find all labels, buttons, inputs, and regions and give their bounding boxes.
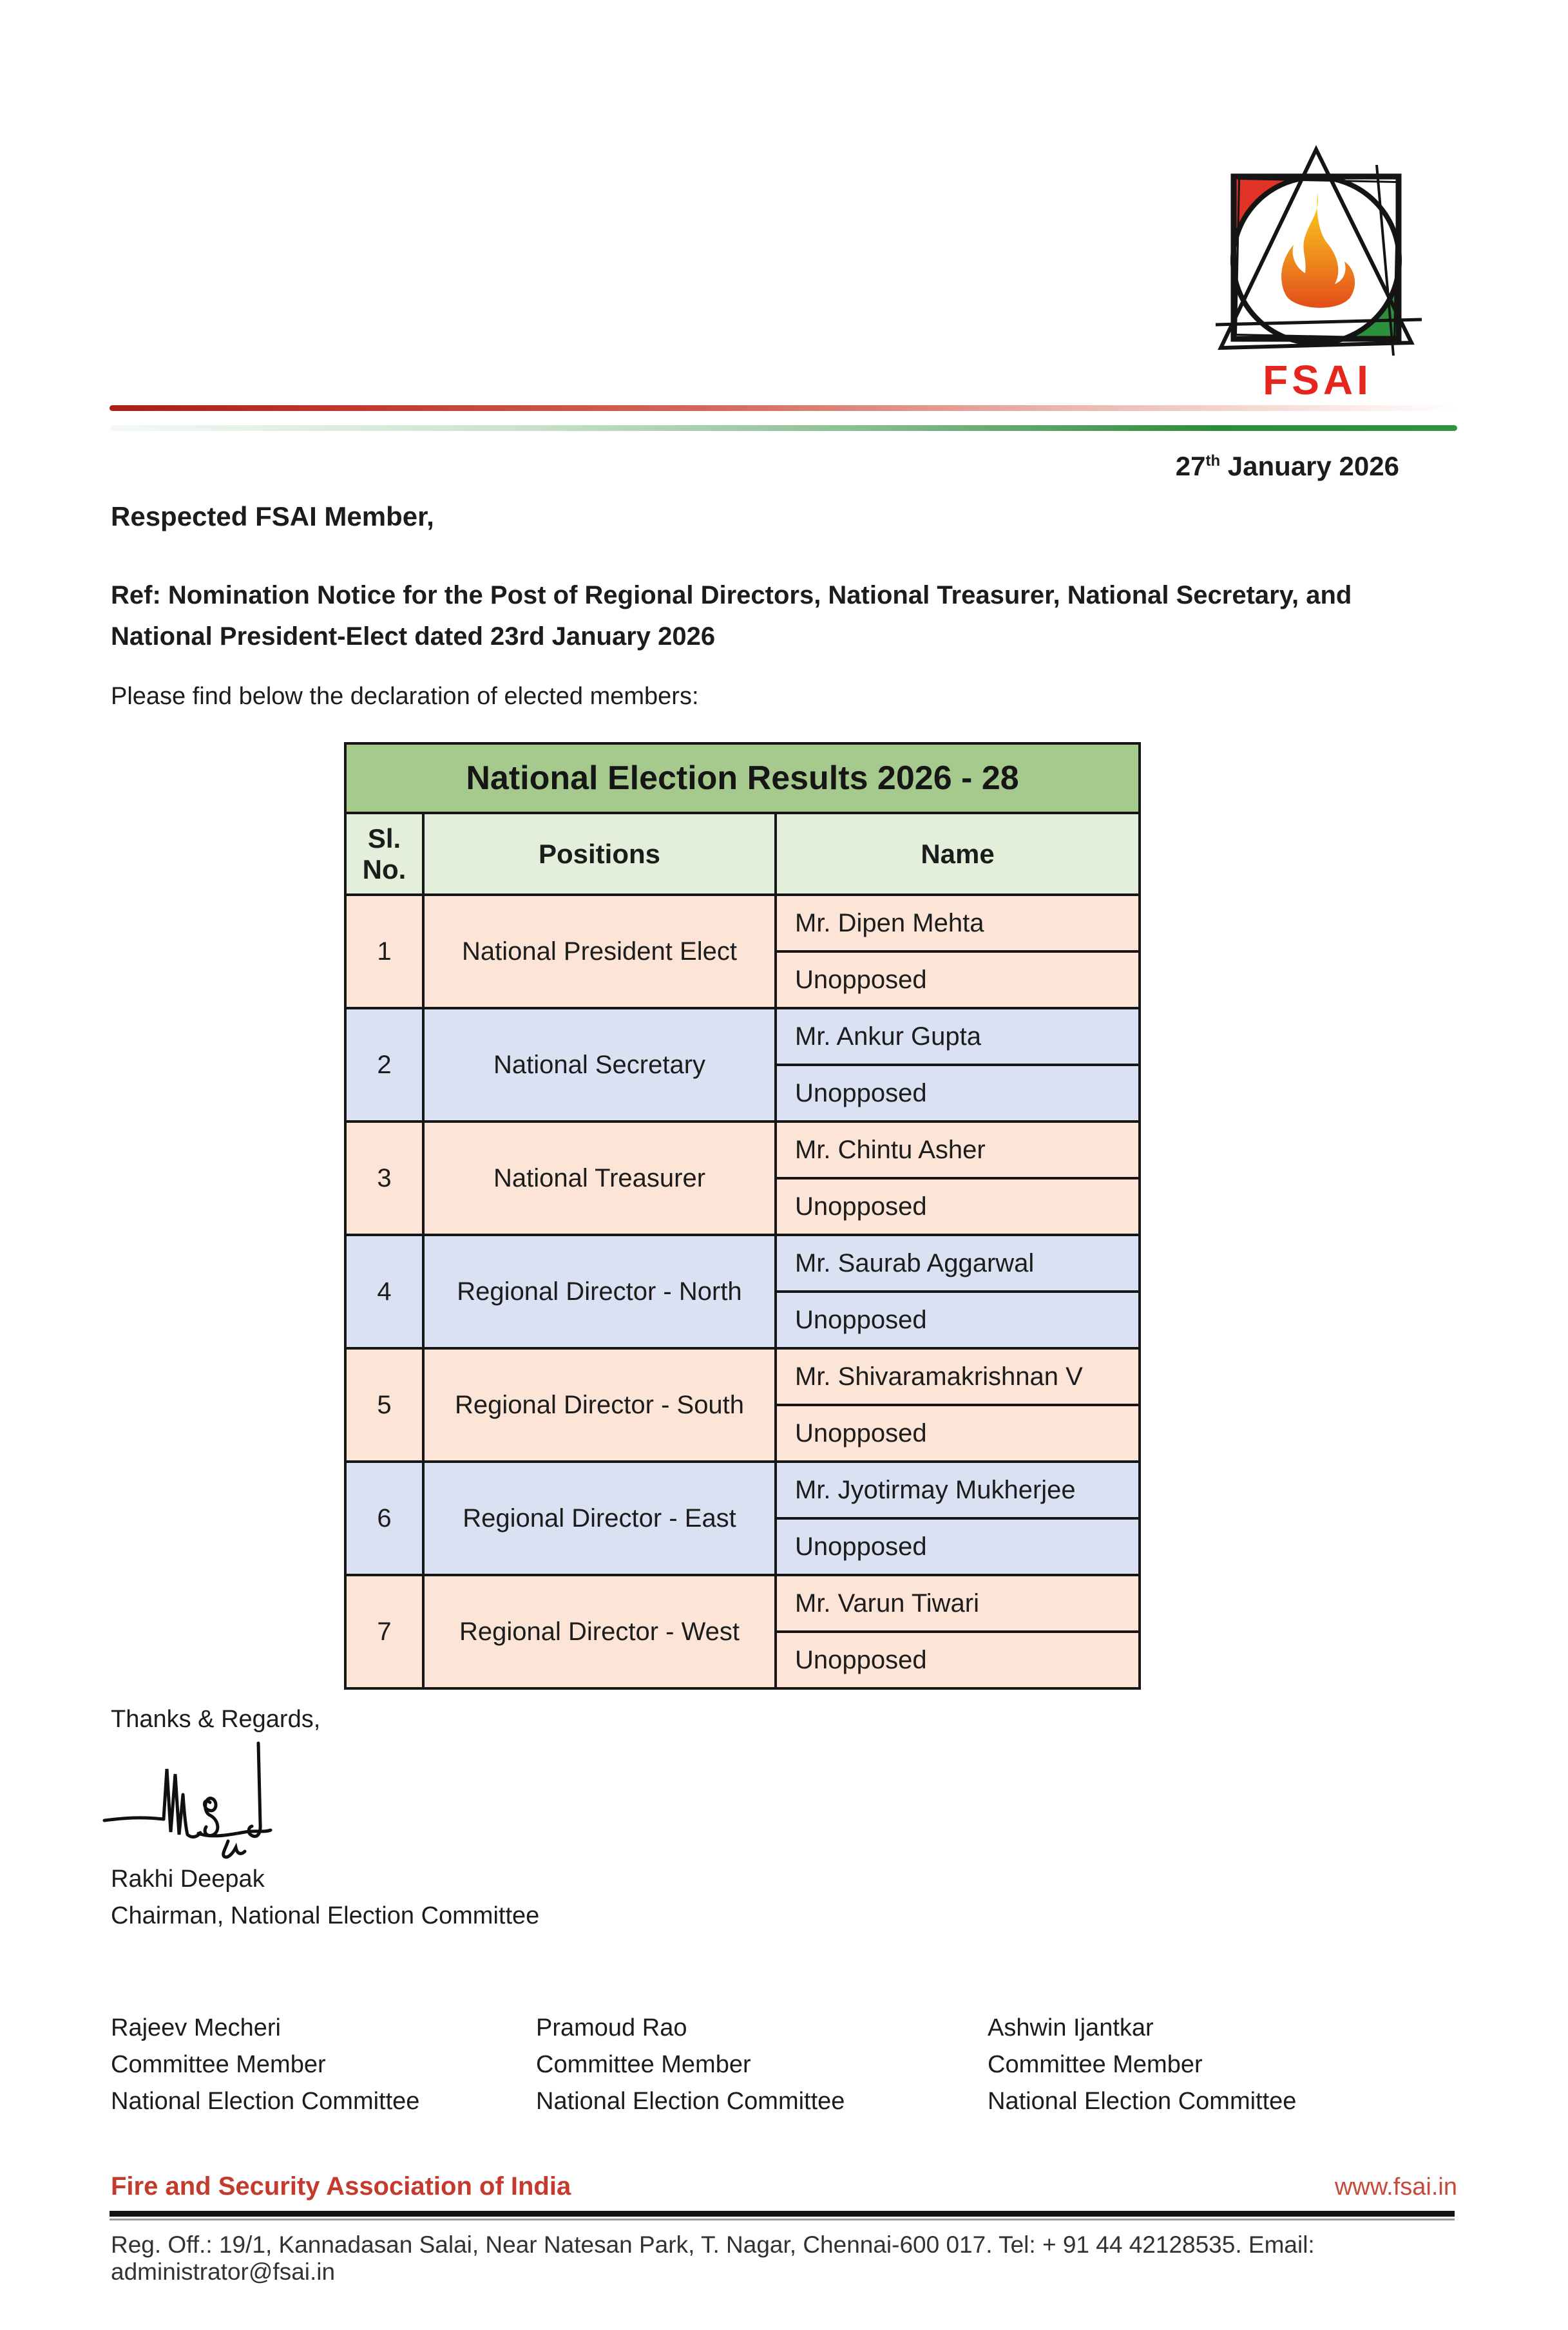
name-cell: Mr. Saurab Aggarwal [776,1235,1140,1292]
table-row [345,1235,1140,1292]
col-header-slno: Sl. No. [345,813,423,895]
status-cell: Unopposed [776,1518,1140,1575]
committee-member-org: National Election Committee [536,2088,845,2115]
col-header-positions: Positions [423,813,776,895]
status-cell: Unopposed [776,1065,1140,1122]
table-row [345,1575,1140,1632]
committee-block-1 [111,2010,523,2120]
table-row [345,1462,1140,1518]
name-cell: Mr. Shivaramakrishnan V [776,1348,1140,1405]
committee-member-role: Committee Member [536,2051,751,2078]
committee-member-name: Ashwin Ijantkar [988,2014,1154,2041]
committee-member-org: National Election Committee [988,2088,1297,2115]
position-cell: Regional Director - East [423,1462,776,1575]
signature-image [102,1738,321,1867]
table-title: National Election Results 2026 - 28 [345,743,1140,813]
table-header-row [345,813,1140,895]
name-cell: Mr. Varun Tiwari [776,1575,1140,1632]
position-cell: National President Elect [423,895,776,1008]
position-cell: Regional Director - West [423,1575,776,1688]
name-cell: Mr. Chintu Asher [776,1122,1140,1178]
footer-address: Reg. Off.: 19/1, Kannadasan Salai, Near Natesan Park, T. Nagar, Chennai-600 017. Tel: + 91 44 42128535. Email: administrator@fsai.in [111,2231,1315,2285]
committee-member-org: National Election Committee [111,2088,420,2115]
row-number-cell: 5 [345,1348,423,1462]
intro-text: Please find below the declaration of elected members: [111,683,699,710]
committee-block-2 [536,2010,948,2120]
footer-divider [110,2211,1455,2220]
reference-line-2: National President-Elect dated 23rd January 2026 [111,622,716,651]
status-cell: Unopposed [776,1292,1140,1348]
green-brush-line [110,425,1457,431]
logo-mark [1216,149,1422,356]
table-row [345,1122,1140,1178]
row-number-cell: 7 [345,1575,423,1688]
committee-member-role: Committee Member [111,2051,326,2078]
results-table-body [345,895,1140,1688]
committee-member-name: Rajeev Mecheri [111,2014,281,2041]
status-cell: Unopposed [776,951,1140,1008]
status-cell: Unopposed [776,1405,1140,1462]
position-cell: Regional Director - South [423,1348,776,1462]
table-row [345,895,1140,951]
row-number-cell: 6 [345,1462,423,1575]
letter-date: 27th January 2026 [1175,451,1399,481]
date-ordinal: th [1205,452,1221,470]
position-cell: National Treasurer [423,1122,776,1235]
logo-fsai-text: FSAI [1263,357,1372,401]
footer-website-text: www.fsai.in [1334,2173,1457,2201]
signatory-name: Rakhi Deepak [111,1866,265,1893]
col-header-name: Name [776,813,1140,895]
table-title-row [345,743,1140,813]
reference-line-1: Ref: Nomination Notice for the Post of Regional Directors, National Treasurer, National Secretary, and [111,581,1352,609]
committee-block-3 [988,2010,1400,2120]
table-row [345,1008,1140,1065]
row-number-cell: 4 [345,1235,423,1348]
reference-paragraph [111,575,1419,657]
row-number-cell: 3 [345,1122,423,1235]
name-cell: Mr. Ankur Gupta [776,1008,1140,1065]
row-number-cell: 1 [345,895,423,1008]
name-cell: Mr. Dipen Mehta [776,895,1140,951]
position-cell: National Secretary [423,1008,776,1122]
name-cell: Mr. Jyotirmay Mukherjee [776,1462,1140,1518]
committee-member-name: Pramoud Rao [536,2014,687,2041]
status-cell: Unopposed [776,1632,1140,1688]
red-brush-line [110,405,1457,411]
signatory-title: Chairman, National Election Committee [111,1902,540,1929]
status-cell: Unopposed [776,1178,1140,1235]
position-cell: Regional Director - North [423,1235,776,1348]
fsai-logo [1214,143,1427,401]
results-table [344,742,1141,1690]
footer-org-name: Fire and Security Association of India [111,2172,571,2201]
table-row [345,1348,1140,1405]
closing-text: Thanks & Regards, [111,1706,321,1733]
greeting-text: Respected FSAI Member, [111,501,434,531]
row-number-cell: 2 [345,1008,423,1122]
committee-member-role: Committee Member [988,2051,1203,2078]
